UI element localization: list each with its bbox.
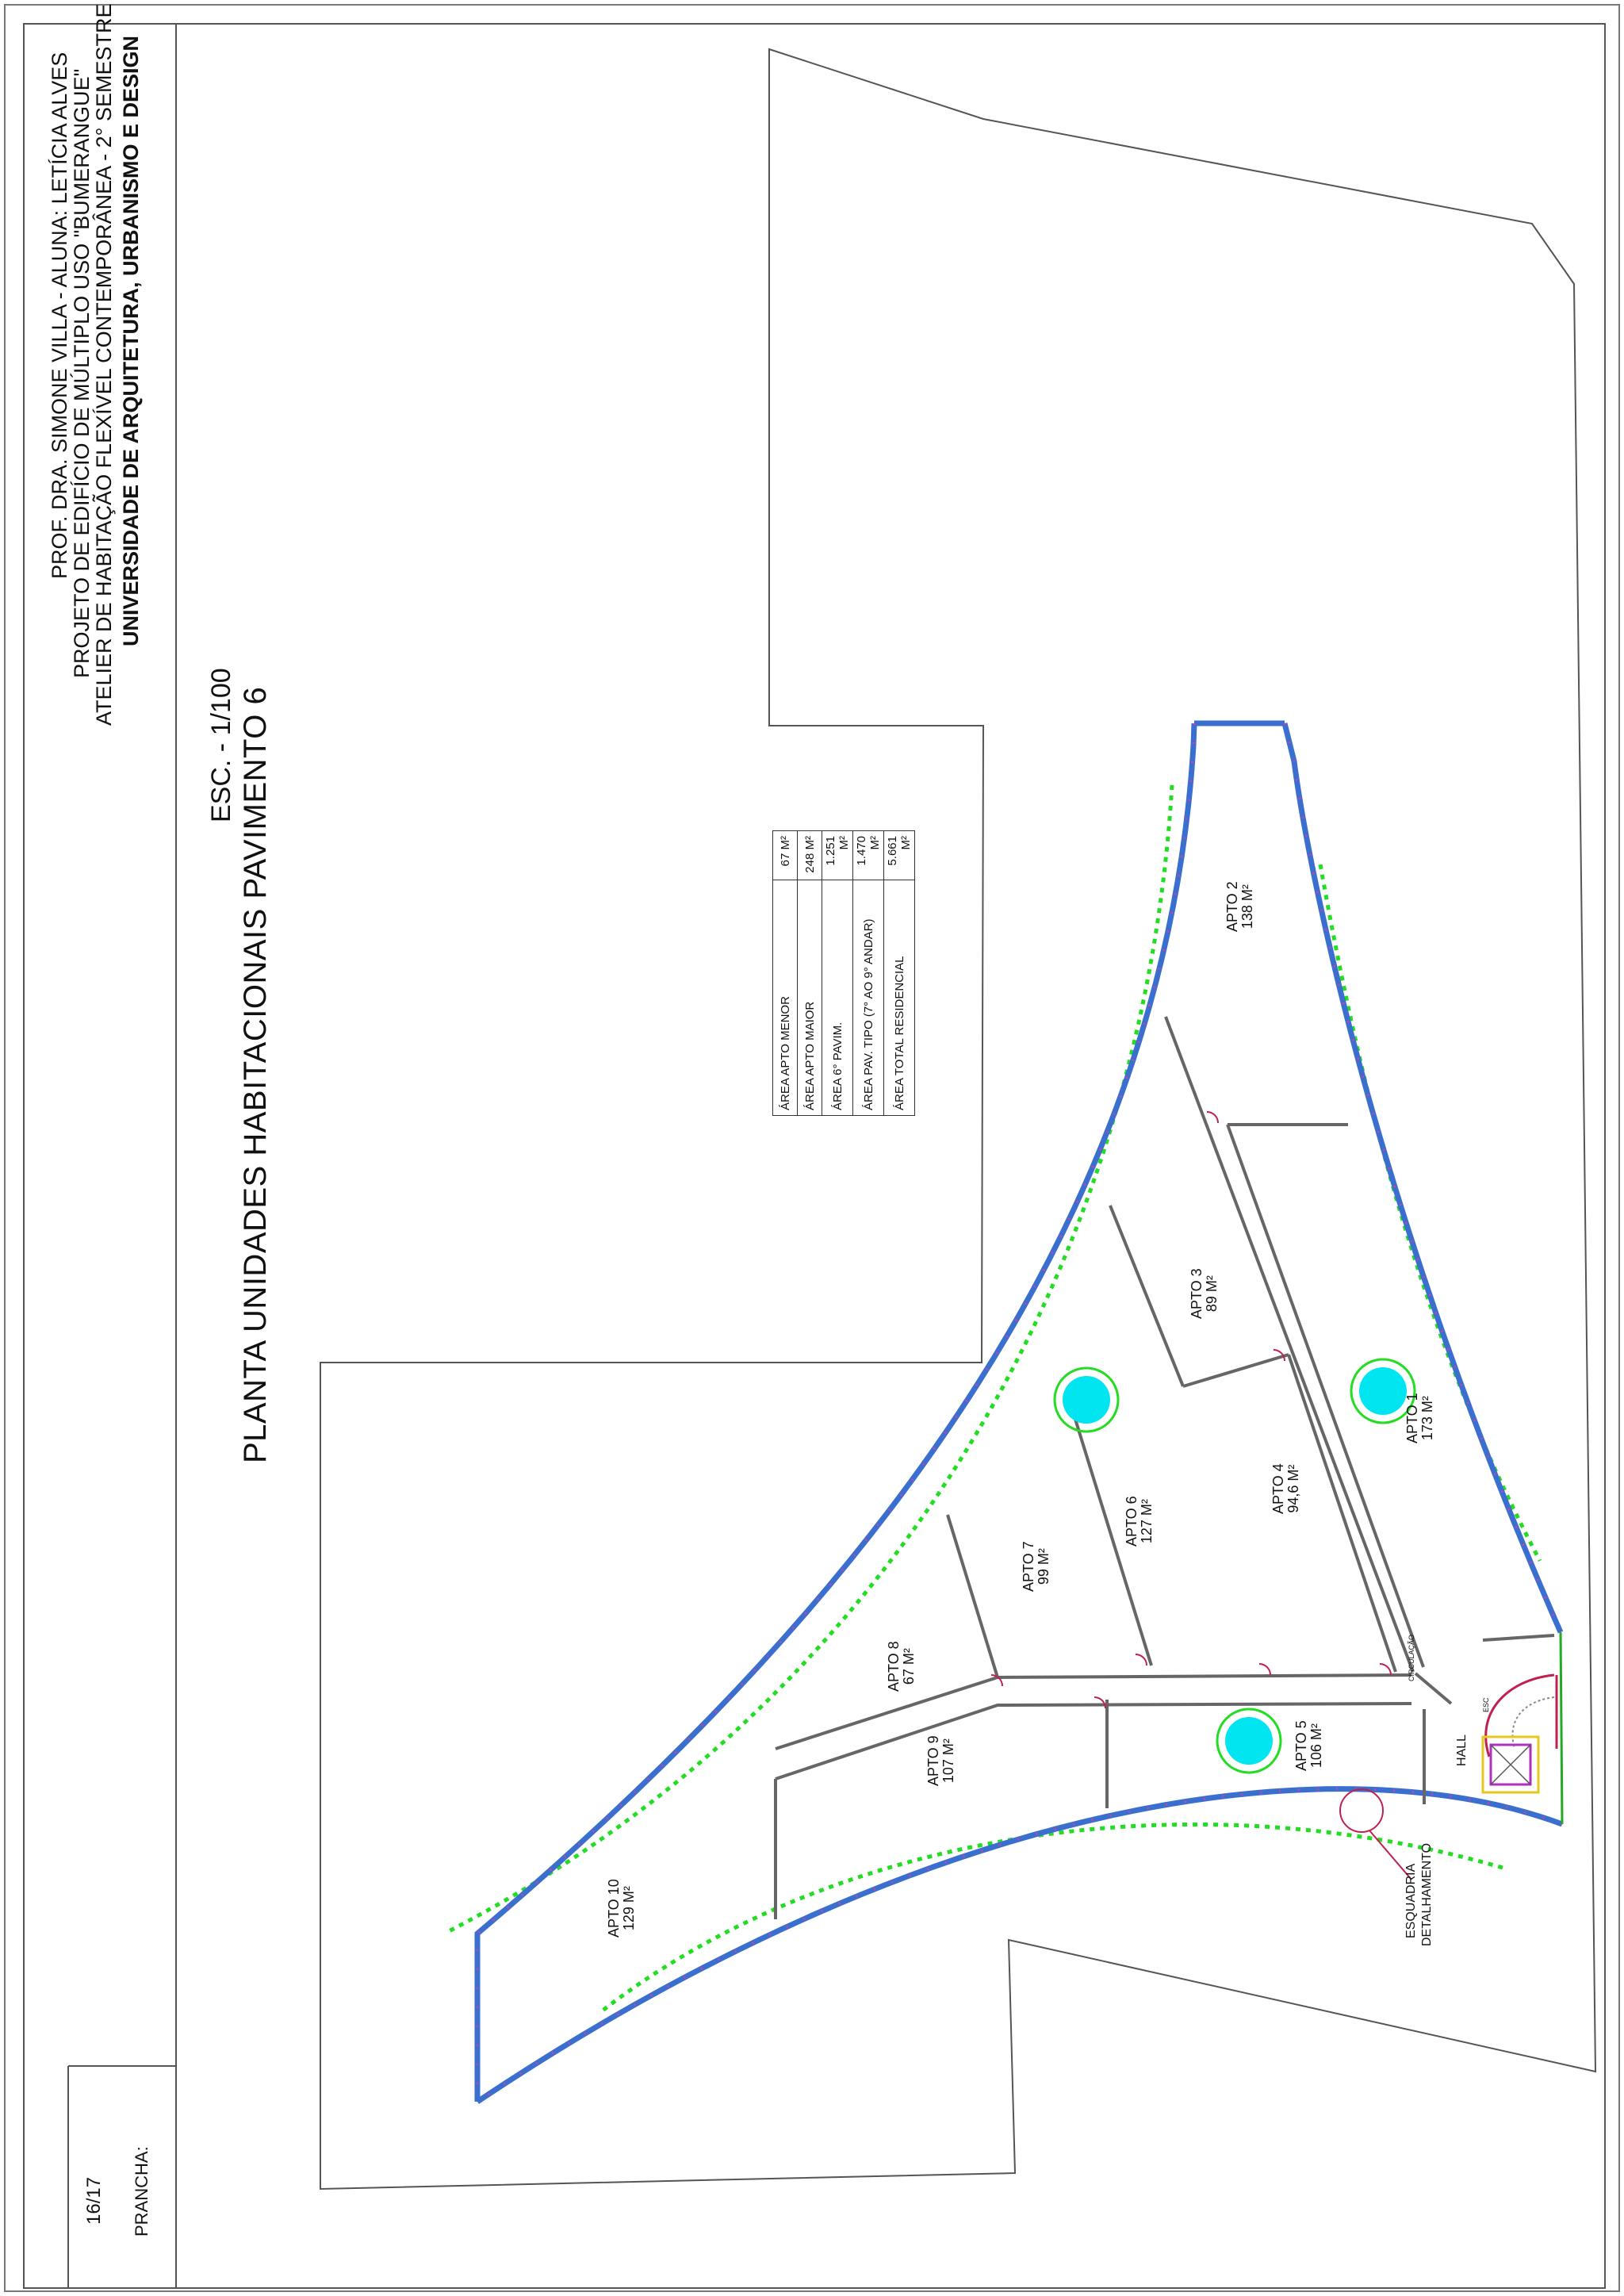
area-table-value: 1.251 M²: [822, 831, 853, 880]
area-table-label: ÁREA APTO MENOR: [773, 880, 798, 1115]
area-table-row: [798, 831, 822, 1116]
area-table-row: [822, 831, 853, 1116]
circulation-label: CIRCULAÇÃO: [1408, 1634, 1415, 1681]
area-table-value: 1.470 M²: [853, 831, 884, 880]
unit-label-apto-10: APTO 10 129 M²: [606, 1879, 637, 1938]
hall-label: HALL: [1455, 1734, 1469, 1766]
unit-label-apto-1: APTO 1 173 M²: [1404, 1393, 1435, 1443]
stair-label: ESC: [1482, 1697, 1490, 1712]
unit-label-apto-7: APTO 7 99 M²: [1021, 1541, 1051, 1592]
atelier-line: ATELIER DE HABITAÇÃO FLEXÍVEL CONTEMPORÂNEA - 2° SEMESTRE: [92, 3, 116, 726]
area-table-row: [853, 831, 884, 1116]
drawing-scale: ESC. - 1/100: [206, 668, 236, 822]
area-table-value: 67 M²: [773, 831, 798, 880]
unit-label-apto-9: APTO 9 107 M²: [925, 1735, 956, 1786]
drawing-title: PLANTA UNIDADES HABITACIONAIS PAVIMENTO 6: [238, 686, 273, 1463]
project-line: PROJETO DE EDIFÍCIO DE MÚLTIPLO USO "BUMERANGUE": [70, 68, 94, 678]
prancha-label: PRANCHA:: [132, 2146, 151, 2237]
area-table-row: [773, 831, 798, 1116]
area-table-label: ÁREA 6° PAVIM.: [822, 880, 853, 1115]
unit-label-apto-5: APTO 5 106 M²: [1293, 1720, 1324, 1771]
detail-label-1: DETALHAMENTO: [1420, 1842, 1434, 1946]
area-table-label: ÁREA PAV. TIPO (7° AO 9° ANDAR): [853, 880, 884, 1115]
area-table-label: ÁREA APTO MAIOR: [798, 880, 822, 1115]
unit-label-apto-2: APTO 2 138 M²: [1224, 881, 1255, 932]
unit-label-apto-3: APTO 3 89 M²: [1189, 1268, 1220, 1319]
detail-label-2: ESQUADRIA: [1404, 1863, 1418, 1938]
unit-label-apto-6: APTO 6 127 M²: [1124, 1496, 1155, 1547]
area-table: [772, 830, 915, 1116]
unit-label-apto-8: APTO 8 67 M²: [886, 1641, 917, 1692]
authors-line: PROF. DRA. SIMONE VILLA - ALUNA: LETÍCIA ALVES: [48, 52, 71, 579]
area-table-label: ÁREA TOTAL RESIDENCIAL: [884, 880, 915, 1115]
area-table-value: 248 M²: [798, 831, 822, 880]
prancha-value: 16/17: [83, 2176, 105, 2225]
university-name: UNIVERSIDADE DE ARQUITETURA, URBANISMO E DESIGN: [119, 35, 143, 646]
area-table-value: 5.661 M²: [884, 831, 915, 880]
unit-label-apto-4: APTO 4 94,6 M²: [1270, 1463, 1301, 1514]
area-table-row: [884, 831, 915, 1116]
